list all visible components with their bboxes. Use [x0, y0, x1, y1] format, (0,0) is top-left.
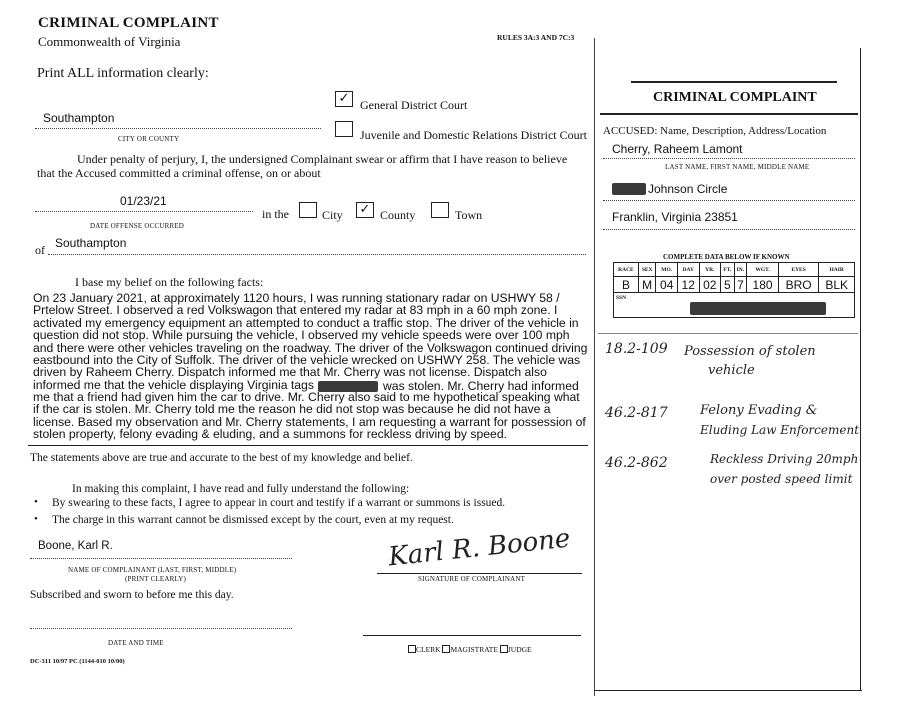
judge-checkbox[interactable] [500, 645, 508, 653]
magistrate-label: MAGISTRATE [450, 645, 498, 654]
hair-value[interactable]: BLK [819, 277, 855, 293]
ft-value[interactable]: 5 [721, 277, 735, 293]
of-line [48, 254, 586, 255]
facts-text[interactable]: On 23 January 2021, at approximately 1120 hours, I was running stationary radar on USHWY 58 / Prtelow Street. I observed a red Volkswagon that entered my radar at 83 mph in a 60 mph zone. I activated my emergency equipment an attempted to conduct a traffic stop. The driver of the vehicle in question did not stop. While pursuing the vehicle, I observed my vehicle speeds were over 100 mph and there were other vehicles traveling on the roadway. The driver of the Volkswagon continued driving eastbound into the City of Suffolk. The driver of the vehicle wrecked on USHWY 258. The vehicle was driven by Raheem Cherry. Dispatch informed me that Mr. Cherry was not license. Dispatch also informed me that the vehicle displaying Virginia tags [33, 291, 588, 392]
general-district-label: General District Court [360, 98, 468, 112]
town-checkbox[interactable] [431, 202, 449, 218]
wgt-header: WGT. [747, 263, 779, 277]
yr-header: YR. [699, 263, 721, 277]
charge-desc-3b[interactable]: over posted speed limit [710, 472, 853, 486]
officer-line [363, 635, 581, 636]
clerk-label: CLERK [416, 645, 441, 654]
charge-desc-1a[interactable]: Possession of stolen [684, 344, 816, 359]
sex-header: SEX [638, 263, 656, 277]
mo-value[interactable]: 04 [656, 277, 678, 293]
address-street-line [603, 200, 855, 201]
offense-date-line [35, 211, 253, 212]
print-instruction: Print ALL information clearly: [37, 66, 209, 81]
sworn-text: Subscribed and sworn to before me this day. [30, 589, 234, 601]
right-panel-border-left [594, 38, 595, 696]
complainant-signature[interactable]: Karl R. Boone [386, 523, 572, 573]
charges-divider [598, 333, 858, 334]
city-checkbox[interactable] [299, 202, 317, 218]
bullet-icon: • [34, 513, 38, 525]
facts-divider [28, 445, 588, 446]
county-checkbox[interactable]: ✓ [356, 202, 374, 218]
redaction-street-number [612, 183, 646, 195]
address-city-line [603, 229, 855, 230]
accused-label: ACCUSED: Name, Description, Address/Location [603, 125, 827, 137]
form-title: CRIMINAL COMPLAINT [38, 15, 219, 31]
name-order-label: LAST NAME, FIRST NAME, MIDDLE NAME [665, 163, 810, 171]
date-time-line [30, 628, 292, 629]
judge-label: JUDGE [507, 645, 532, 654]
oath-text: Under penalty of perjury, I, the undersigned Complainant swear or affirm that I have reason to believe that the Accused committed a criminal offense, on or about [37, 152, 568, 180]
understand-intro: In making this complaint, I have read and fully understand the following: [72, 483, 410, 495]
of-label: of [35, 243, 45, 257]
jdr-checkbox[interactable] [335, 121, 353, 137]
complainant-name-value[interactable]: Boone, Karl R. [38, 540, 113, 552]
sex-value[interactable]: M [638, 277, 656, 293]
date-time-label: DATE AND TIME [108, 639, 164, 647]
right-panel-border-right [860, 48, 861, 691]
charge-code-3[interactable]: 46.2-862 [605, 455, 668, 471]
wgt-value[interactable]: 180 [747, 277, 779, 293]
of-value[interactable]: Southampton [55, 236, 127, 250]
belief-label: I base my belief on the following facts: [75, 275, 264, 289]
commonwealth-label: Commonwealth of Virginia [38, 34, 181, 49]
ft-header: FT. [721, 263, 735, 277]
right-title-bottom-line [600, 113, 858, 115]
town-label: Town [455, 208, 483, 222]
day-value[interactable]: 12 [677, 277, 699, 293]
city-label: City [322, 208, 343, 222]
eyes-value[interactable]: BRO [778, 277, 819, 293]
truth-statement: The statements above are true and accurate to the best of my knowledge and belief. [30, 452, 413, 464]
bullet-1: By swearing to these facts, I agree to appear in court and testify if a warrant or summons is issued. [52, 497, 506, 509]
complainant-name-label: NAME OF COMPLAINANT (LAST, FIRST, MIDDLE) [68, 566, 237, 574]
locality-label: CITY OR COUNTY [118, 135, 180, 143]
ssn-label: SSN [616, 295, 627, 301]
in-value[interactable]: 7 [734, 277, 747, 293]
offense-date-label: DATE OFFENSE OCCURRED [90, 222, 185, 230]
in-header: IN. [734, 263, 747, 277]
mo-header: MO. [656, 263, 678, 277]
bullet-2: The charge in this warrant cannot be dismissed except by the court, even at my request. [52, 514, 454, 526]
charge-desc-2b[interactable]: Eluding Law Enforcement [700, 423, 860, 437]
right-title-top-line [631, 81, 837, 83]
day-header: DAY [677, 263, 699, 277]
eyes-header: EYES [778, 263, 819, 277]
officer-options [408, 645, 532, 654]
address-street[interactable]: Johnson Circle [648, 182, 728, 196]
clerk-checkbox[interactable] [408, 645, 416, 653]
address-city[interactable]: Franklin, Virginia 23851 [612, 210, 738, 224]
accused-name[interactable]: Cherry, Raheem Lamont [612, 142, 743, 156]
bullet-icon: • [34, 496, 38, 508]
signature-label: SIGNATURE OF COMPLAINANT [418, 575, 526, 583]
complete-data-label: COMPLETE DATA BELOW IF KNOWN [663, 253, 790, 261]
facts-text-c: me that a friend had given him the car to drive. Mr. Cherry also said to me hypothetical speaking what if the car is stolen. Mr. Cherry told me the reason he did not stop was because he did not have a license. Based my observation and Mr. Cherry statements, I am requesting a warrant for possession of stolen property, felony evading & eluding, and a summons for reckless driving by speed. [33, 390, 586, 442]
hair-header: HAIR [819, 263, 855, 277]
signature-line [377, 573, 582, 574]
facts-text-b: was stolen. Mr. Cherry had informed [383, 379, 579, 393]
in-the-label: in the [262, 207, 289, 221]
race-value[interactable]: B [614, 277, 639, 293]
general-district-checkbox[interactable]: ✓ [335, 91, 353, 107]
complainant-name-line [30, 558, 292, 559]
form-code: DC-311 10/97 PC (1144-010 10/00) [30, 658, 125, 665]
charge-code-2[interactable]: 46.2-817 [605, 405, 668, 421]
redaction-ssn [690, 302, 826, 315]
yr-value[interactable]: 02 [699, 277, 721, 293]
offense-date-value[interactable]: 01/23/21 [120, 194, 167, 208]
charge-code-1[interactable]: 18.2-109 [605, 341, 668, 357]
right-panel-title: CRIMINAL COMPLAINT [653, 90, 817, 105]
locality-value[interactable]: Southampton [43, 111, 115, 125]
accused-name-line [603, 158, 855, 159]
charge-desc-1b[interactable]: vehicle [708, 363, 755, 378]
race-header: RACE [614, 263, 639, 277]
jdr-label: Juvenile and Domestic Relations District Court [360, 128, 587, 142]
county-label: County [380, 208, 416, 222]
right-panel-border-bottom [594, 690, 862, 691]
rules-label: RULES 3A:3 AND 7C:3 [497, 33, 575, 42]
charge-desc-2a[interactable]: Felony Evading & [700, 403, 818, 418]
charge-desc-3a[interactable]: Reckless Driving 20mph [710, 452, 859, 466]
complainant-name-label2: (PRINT CLEARLY) [125, 575, 187, 583]
locality-line [35, 128, 321, 129]
